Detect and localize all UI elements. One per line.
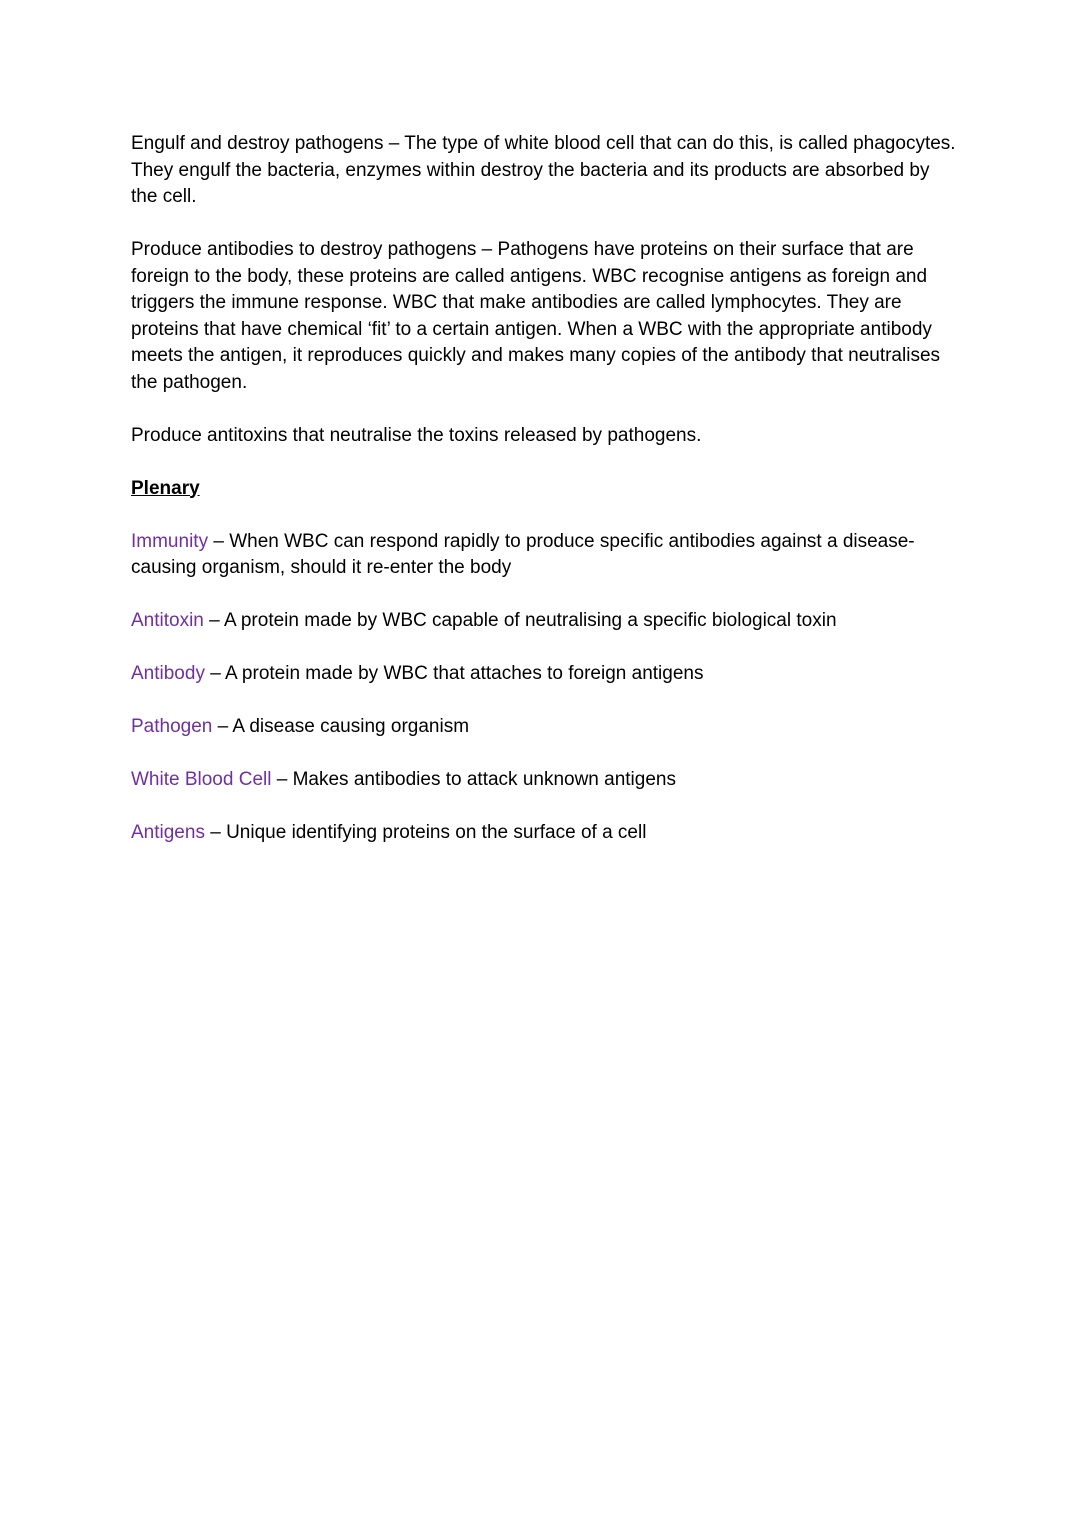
- definition-text: – When WBC can respond rapidly to produce specific antibodies against a disease-causing organism, should it re-enter the body: [131, 530, 915, 578]
- document-page: [131, 131, 961, 873]
- definition-term: White Blood Cell: [131, 769, 272, 790]
- definition-antigens: [131, 820, 961, 847]
- definition-term: Antibody: [131, 663, 205, 684]
- definition-term: Immunity: [131, 530, 209, 552]
- definition-text: – Unique identifying proteins on the surface of a cell: [204, 822, 647, 843]
- definition-immunity: [131, 529, 961, 582]
- paragraph-antibodies: Produce antibodies to destroy pathogens – Pathogens have proteins on their surface that are foreign to the body, these proteins are called antigens. WBC recognise antigens as foreign and triggers the immune response. WBC that make antibodies are called lymphocytes. They are proteins that have chemical ‘fit’ to a certain antigen. When a WBC with the appropriate antibody meets the antigen, it reproduces quickly and makes many copies of the antibody that neutralises the pathogen.: [131, 239, 941, 393]
- definition-term: Antigens: [131, 822, 205, 843]
- paragraph-antitoxins: Produce antitoxins that neutralise the toxins released by pathogens.: [131, 424, 702, 446]
- definition-white-blood-cell: [131, 767, 961, 794]
- definition-pathogen: [131, 714, 961, 741]
- definition-term: Antitoxin: [131, 610, 204, 631]
- definition-text: – A protein made by WBC capable of neutralising a specific biological toxin: [203, 610, 837, 631]
- definition-antitoxin: [131, 608, 961, 635]
- definition-text: – A disease causing organism: [212, 716, 470, 737]
- paragraph-phagocytes: Engulf and destroy pathogens – The type of white blood cell that can do this, is called phagocytes. They engulf the bacteria, enzymes within destroy the bacteria and its products are absorbed by the cell.: [131, 133, 956, 207]
- plenary-heading: Plenary: [131, 477, 200, 499]
- definition-antibody: [131, 661, 961, 688]
- definition-text: – A protein made by WBC that attaches to foreign antigens: [204, 663, 704, 684]
- definition-term: Pathogen: [131, 716, 213, 737]
- definition-text: – Makes antibodies to attack unknown antigens: [271, 769, 676, 790]
